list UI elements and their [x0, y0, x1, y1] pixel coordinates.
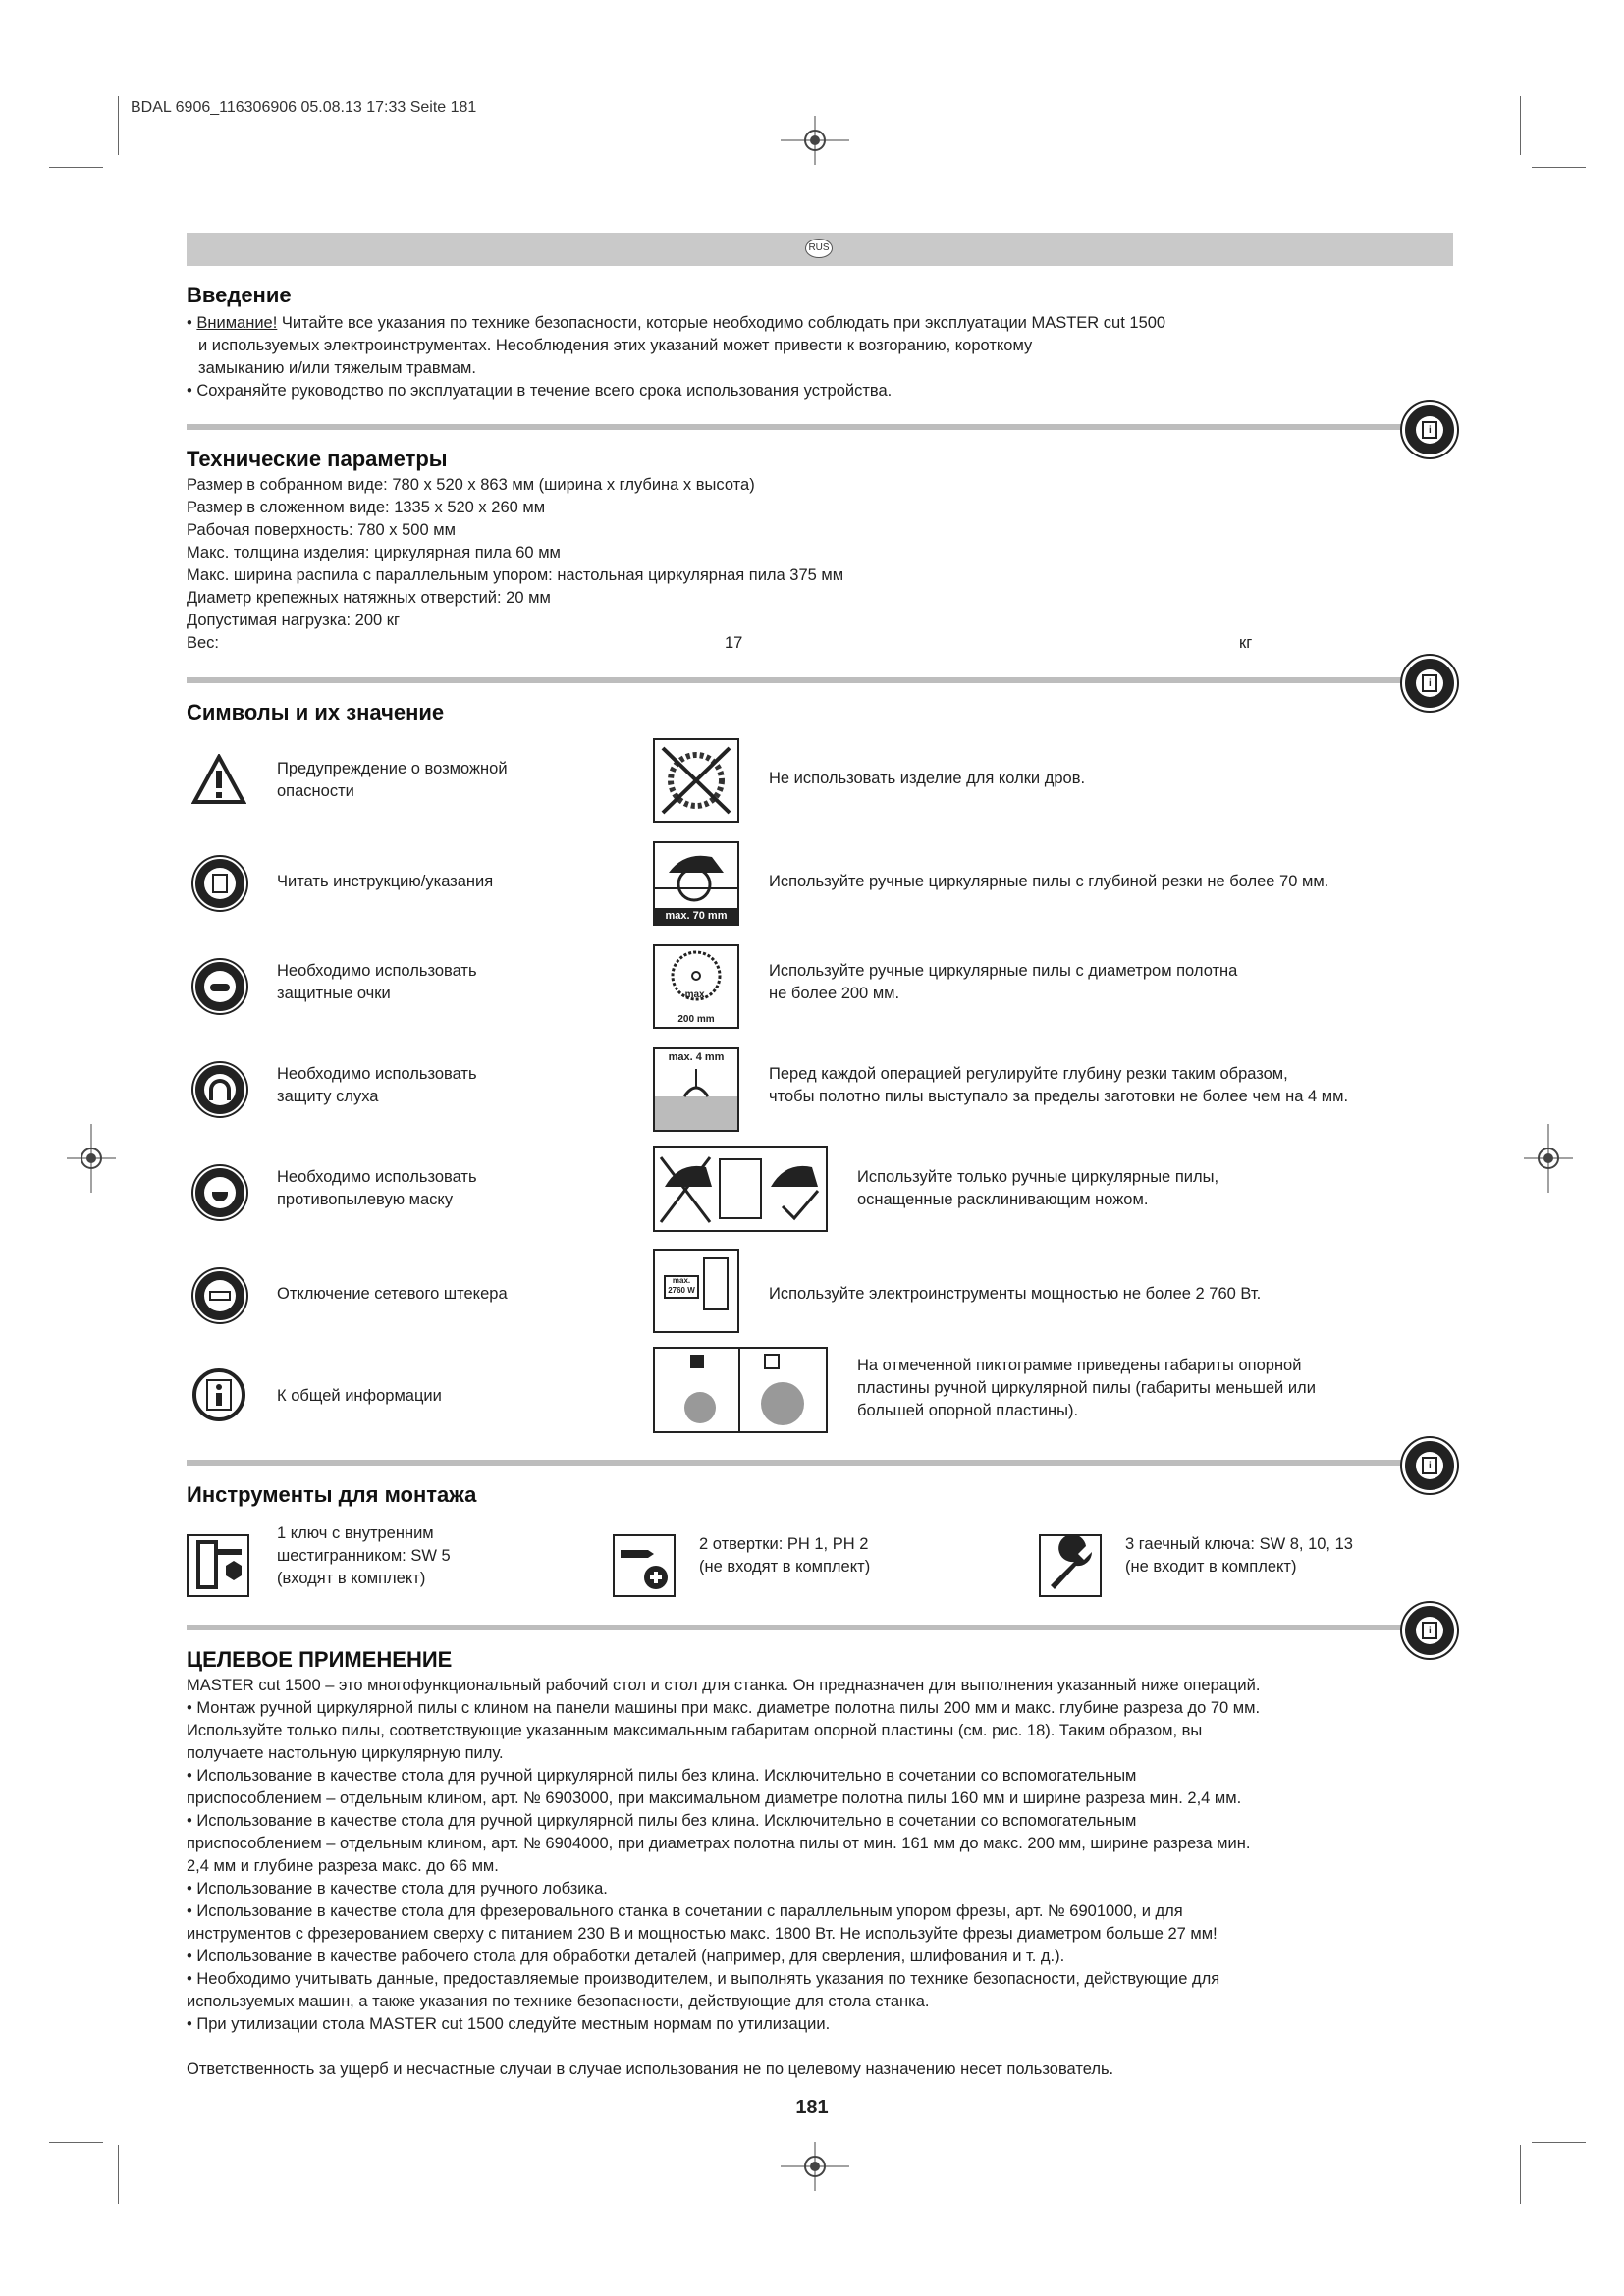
no-wood-splitting-icon: [653, 738, 739, 823]
usage-line: • Использование в качестве стола для фрезеровального станка в сочетании с параллельным упором фрезы, арт. № 6901000, и для: [187, 1902, 1183, 1920]
symbol-text: Необходимо использовать: [277, 1168, 477, 1186]
icon-caption: max.: [672, 1276, 691, 1285]
registration-mark-icon: [781, 116, 849, 165]
symbol-text: Отключение сетевого штекера: [277, 1285, 508, 1303]
wrench-icon: [1039, 1534, 1102, 1597]
cutting-depth-icon: [653, 841, 739, 926]
symbol-read-label: [277, 871, 493, 893]
usage-line: • Использование в качестве стола для ручной циркулярной пилы без клина. Исключительно в сочетании со вспомогательным: [187, 1812, 1137, 1830]
warning-triangle-icon: [191, 754, 246, 805]
usage-line: приспособлением – отдельным клином, арт. № 6904000, при диаметрах полотна пилы от мин. 161 мм до макс. 200 мм, ширине разреза мин.: [187, 1835, 1251, 1852]
read-manual-icon: i: [1402, 1603, 1457, 1658]
icon-caption: max.: [684, 989, 708, 1000]
hex-key-icon: [187, 1534, 249, 1597]
crop-mark: [118, 2145, 119, 2204]
tool-text: (входят в комплект): [277, 1570, 426, 1587]
section-rule: [187, 677, 1414, 683]
tool-2-text: [699, 1533, 870, 1578]
crop-mark: [1532, 167, 1586, 168]
crop-mark: [1520, 2145, 1521, 2204]
dust-mask-icon: [193, 1166, 246, 1219]
symbol-text-r2: [769, 871, 1328, 893]
tool-3-text: [1125, 1533, 1353, 1578]
symbol-text: защитные очки: [277, 985, 391, 1002]
symbol-text-r7: [857, 1355, 1316, 1422]
page-number: 181: [795, 2097, 829, 2118]
usage-line: • Использование в качестве стола для ручного лобзика.: [187, 1880, 608, 1897]
usage-line: • Использование в качестве стола для ручной циркулярной пилы без клина. Исключительно в сочетании со вспомогательным: [187, 1767, 1137, 1785]
liability-note: Ответственность за ущерб и несчастные случаи в случае использования не по целевому назначению несет пользователь.: [187, 2060, 1114, 2078]
section-rule: [187, 1460, 1414, 1466]
icon-caption: max. 70 mm: [655, 908, 737, 924]
symbols-title: Символы и их значение: [187, 700, 445, 724]
icon-caption: max. 4 mm: [668, 1051, 725, 1063]
language-badge: RUS: [805, 239, 833, 258]
tool-text: (не входят в комплект): [699, 1558, 871, 1575]
intro-text: замыканию и/или тяжелым травмам.: [198, 359, 476, 377]
symbol-unplug-label: [277, 1283, 508, 1306]
symbol-text: Используйте ручные циркулярные пилы с диаметром полотна: [769, 962, 1238, 980]
blade-diameter-icon: [653, 944, 739, 1029]
symbol-text: большей опорной пластины).: [857, 1402, 1079, 1419]
symbol-text: опасности: [277, 782, 354, 800]
symbol-text-r5: [857, 1166, 1218, 1211]
usage-line: MASTER cut 1500 – это многофункциональный рабочий стол и стол для станка. Он предназначен для выполнения указанный ниже операций.: [187, 1677, 1261, 1694]
safety-goggles-icon: [193, 960, 246, 1013]
tech-section: [187, 447, 1424, 655]
weight-label: Вес:: [187, 634, 220, 652]
tool-text: (не входит в комплект): [1125, 1558, 1297, 1575]
usage-line: используемых машин, а также указания по технике безопасности, действующие для стола станка.: [187, 1993, 930, 2010]
usage-line: инструментов с фрезерованием сверху с питанием 230 В и мощностью макс. 1800 Вт. Не используйте фрезы диаметром больше 27 мм!: [187, 1925, 1218, 1943]
tools-title: Инструменты для монтажа: [187, 1482, 477, 1507]
weight-value: 17: [725, 634, 743, 652]
intro-text: и используемых электроинструментах. Несоблюдения этих указаний может привести к возгоранию, короткому: [198, 337, 1033, 354]
tools-title-wrap: [187, 1482, 476, 1508]
symbol-text-r4: [769, 1063, 1348, 1108]
usage-line: • Необходимо учитывать данные, предоставляемые производителем, и выполнять указания по технике безопасности, действующие для: [187, 1970, 1220, 1988]
spec-line: Макс. толщина изделия: циркулярная пила 60 мм: [187, 544, 561, 561]
spec-line: Макс. ширина распила с параллельным упором: настольная циркулярная пила 375 мм: [187, 566, 844, 584]
spec-line: Диаметр крепежных натяжных отверстий: 20 мм: [187, 589, 551, 607]
intro-section: [187, 283, 1424, 402]
symbol-text: Используйте электроинструменты мощностью не более 2 760 Вт.: [769, 1285, 1262, 1303]
symbol-hearing-label: [277, 1063, 477, 1108]
spec-line: Допустимая нагрузка: 200 кг: [187, 612, 400, 629]
usage-line: получаете настольную циркулярную пилу.: [187, 1744, 504, 1762]
symbol-text: оснащенные расклинивающим ножом.: [857, 1191, 1149, 1208]
read-manual-icon: i: [1402, 402, 1457, 457]
symbol-goggles-label: [277, 960, 477, 1005]
weight-unit: кг: [1239, 634, 1253, 652]
symbol-text: Необходимо использовать: [277, 962, 477, 980]
usage-section: [187, 1647, 1463, 2081]
icon-caption: 200 mm: [677, 1014, 715, 1025]
symbol-text: Предупреждение о возможной: [277, 760, 508, 777]
registration-mark-icon: [67, 1124, 116, 1193]
symbol-text: Используйте только ручные циркулярные пилы,: [857, 1168, 1219, 1186]
symbol-text: противопылевую маску: [277, 1191, 454, 1208]
registration-mark-icon: [781, 2142, 849, 2191]
symbol-text-r1: [769, 768, 1085, 790]
symbol-text: чтобы полотно пилы выступало за пределы заготовки не более чем на 4 мм.: [769, 1088, 1349, 1105]
intro-title: Введение: [187, 283, 292, 307]
print-header: BDAL 6906_116306906 05.08.13 17:33 Seite 181: [131, 99, 477, 116]
base-plate-size-icon: [653, 1347, 828, 1433]
max-power-icon: [653, 1249, 739, 1333]
symbol-text: Перед каждой операцией регулируйте глубину резки таким образом,: [769, 1065, 1288, 1083]
blade-protrusion-icon: [653, 1047, 739, 1132]
section-rule: [187, 1625, 1414, 1630]
symbols-title-wrap: [187, 700, 444, 725]
symbol-text: К общей информации: [277, 1387, 442, 1405]
bullet: •: [187, 314, 197, 332]
symbol-text: Используйте ручные циркулярные пилы с глубиной резки не более 70 мм.: [769, 873, 1329, 890]
read-manual-icon: i: [1402, 1438, 1457, 1493]
symbol-text: Не использовать изделие для колки дров.: [769, 770, 1086, 787]
usage-line: • Монтаж ручной циркулярной пилы с клином на панели машины при макс. диаметре полотна пилы 200 мм и макс. глубине разреза до 70 мм.: [187, 1699, 1261, 1717]
info-icon: [191, 1367, 246, 1422]
symbol-text-r6: [769, 1283, 1261, 1306]
symbol-text-r3: [769, 960, 1237, 1005]
riving-knife-icon: [653, 1146, 828, 1232]
usage-line: приспособлением – отдельным клином, арт. № 6903000, при максимальном диаметре полотна пилы 160 мм и ширине разреза мин. 2,4 мм.: [187, 1789, 1242, 1807]
intro-text: Читайте все указания по технике безопасности, которые необходимо соблюдать при эксплуатации MASTER cut 1500: [277, 314, 1166, 332]
crop-mark: [49, 167, 103, 168]
intro-text: • Сохраняйте руководство по эксплуатации в течение всего срока использования устройства.: [187, 382, 893, 400]
symbol-text: На отмеченной пиктограмме приведены габариты опорной: [857, 1357, 1302, 1374]
crop-mark: [1532, 2142, 1586, 2143]
usage-line: 2,4 мм и глубине разреза макс. до 66 мм.: [187, 1857, 499, 1875]
usage-line: • При утилизации стола MASTER cut 1500 следуйте местным нормам по утилизации.: [187, 2015, 831, 2033]
symbol-text: защиту слуха: [277, 1088, 379, 1105]
usage-title: ЦЕЛЕВОЕ ПРИМЕНЕНИЕ: [187, 1647, 453, 1672]
usage-line: Используйте только пилы, соответствующие указанным максимальным габаритам опорной пластины (см. рис. 18). Таким образом, вы: [187, 1722, 1203, 1739]
read-manual-icon: i: [1402, 656, 1457, 711]
symbol-warning-label: [277, 758, 508, 803]
read-instructions-icon: [193, 857, 246, 910]
symbol-info-label: [277, 1385, 442, 1408]
crop-mark: [1520, 96, 1521, 155]
spec-line: Размер в собранном виде: 780 x 520 x 863 мм (ширина x глубина x высота): [187, 476, 755, 494]
crop-mark: [118, 96, 119, 155]
attention-label: Внимание!: [196, 314, 278, 332]
unplug-icon: [193, 1269, 246, 1322]
tool-text: 3 гаечный ключа: SW 8, 10, 13: [1125, 1535, 1353, 1553]
hearing-protection-icon: [193, 1063, 246, 1116]
section-rule: [187, 424, 1414, 430]
tech-title: Технические параметры: [187, 447, 448, 471]
symbol-mask-label: [277, 1166, 477, 1211]
spec-line: Рабочая поверхность: 780 x 500 мм: [187, 521, 456, 539]
tool-text: 1 ключ с внутренним: [277, 1524, 434, 1542]
icon-caption: 2760 W: [668, 1286, 695, 1295]
usage-line: • Использование в качестве рабочего стола для обработки деталей (например, для сверления, шлифования и т. д.).: [187, 1948, 1065, 1965]
symbol-text: Необходимо использовать: [277, 1065, 477, 1083]
symbol-text: Читать инструкцию/указания: [277, 873, 494, 890]
tool-text: шестигранником: SW 5: [277, 1547, 451, 1565]
spec-line: Размер в сложенном виде: 1335 x 520 x 260 мм: [187, 499, 546, 516]
tool-text: 2 отвертки: PH 1, PH 2: [699, 1535, 869, 1553]
crop-mark: [49, 2142, 103, 2143]
tool-1-text: [277, 1522, 451, 1590]
symbol-text: пластины ручной циркулярной пилы (габариты меньшей или: [857, 1379, 1316, 1397]
registration-mark-icon: [1524, 1124, 1573, 1193]
screwdriver-icon: [613, 1534, 676, 1597]
symbol-text: не более 200 мм.: [769, 985, 900, 1002]
